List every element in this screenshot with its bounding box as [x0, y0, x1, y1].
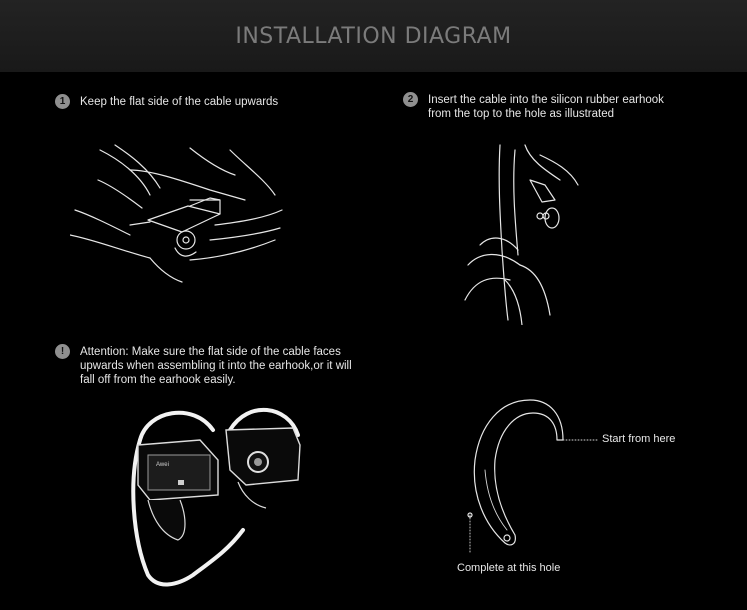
attention-note: [55, 345, 355, 387]
step-2-text: Insert the cable into the silicon rubber earhook from the top to the hole as illustrated: [428, 94, 664, 120]
attention-text: Attention: Make sure the flat side of the cable faces upwards when assembling it into the earhook,or it will fall off from the earhook easily.: [80, 346, 352, 386]
step-1-text: Keep the flat side of the cable upwards: [80, 96, 279, 108]
step-1-badge: 1: [55, 94, 70, 109]
headphones-illustration: [118, 400, 318, 590]
step-2-illustration: [460, 140, 585, 325]
step-2-badge: 2: [403, 92, 418, 107]
header-bar: [0, 0, 747, 72]
step-2-instruction: [403, 93, 668, 121]
earhook-leader-lines: [455, 430, 615, 565]
page-title: INSTALLATION DIAGRAM: [235, 23, 512, 49]
start-from-here-label: Start from here: [602, 433, 676, 445]
step-1-instruction: [55, 95, 355, 109]
step-1-illustration: [70, 140, 285, 285]
complete-at-hole-label: Complete at this hole: [457, 562, 561, 574]
attention-badge: !: [55, 344, 70, 359]
brand-logo: Awei: [156, 462, 169, 468]
